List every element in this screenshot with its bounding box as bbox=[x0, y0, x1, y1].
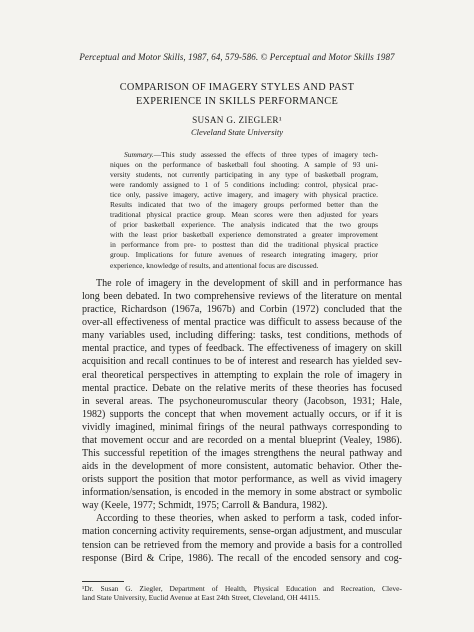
title-line-2: EXPERIENCE IN SKILLS PERFORMANCE bbox=[135, 95, 339, 107]
abstract-line: tice only, passive imagery, active imagery, and imagery with physical practice. bbox=[110, 190, 378, 200]
body-line: mental practice. Debate on the relative merits of these theories has focused bbox=[82, 382, 402, 394]
abstract-line: in performance from pre- to posttest than did the traditional physical practice bbox=[110, 240, 378, 250]
author-affiliation: Cleveland State University bbox=[190, 127, 284, 137]
abstract-line: traditional physical practice group. Mean scores were then adjusted for years bbox=[110, 210, 378, 220]
abstract-line: Results indicated that two of the imagery groups performed better than the bbox=[110, 200, 378, 210]
body-line: 1982) supports the concept that when movement actually occurs, or if it is bbox=[82, 408, 402, 420]
footnote bbox=[82, 584, 402, 602]
body-line: vividly imagined, minimal firings of the neural pathways corresponding to bbox=[82, 421, 402, 433]
footnote-divider bbox=[82, 581, 124, 582]
body-line: This successful repetition of the images strengthens the neural pathway and bbox=[82, 448, 402, 460]
abstract-line: experience, knowledge of results, and attentional focus are discussed. bbox=[110, 260, 319, 270]
footnote-line: ¹Dr. Susan G. Ziegler, Department of Health, Physical Education and Recreation, Cleve- bbox=[82, 584, 402, 593]
body-text bbox=[82, 277, 402, 565]
abstract-line: with the least prior basketball experience demonstrated a greater improvement bbox=[110, 230, 378, 240]
title-line-1: COMPARISON OF IMAGERY STYLES AND PAST bbox=[119, 82, 355, 93]
body-line: many variables used, including differing: tasks, test conditions, methods of bbox=[82, 330, 402, 342]
body-line: aids in the development of more consistent, automatic behavior. Other the- bbox=[82, 461, 402, 473]
author-name: SUSAN G. ZIEGLER¹ bbox=[192, 115, 282, 125]
body-line: mation concerning activity requirements, sense-organ adjustment, and muscular bbox=[82, 526, 402, 538]
body-line: tension can be retrieved from the memory and provide a basis for a controlled bbox=[82, 539, 402, 551]
footnote-line: land State University, Euclid Avenue at East 24th Street, Cleveland, OH 44115. bbox=[82, 593, 321, 603]
body-line: that movement occur and are recorded on a mental blueprint (Vealey, 1986). bbox=[82, 434, 402, 446]
abstract-label: Summary. bbox=[124, 150, 154, 159]
body-line: orists support the position that motor performance, as well as vivid imagery bbox=[82, 474, 402, 486]
body-line: response (Bird & Cripe, 1986). The recall of the encoded sensory and cog- bbox=[82, 552, 402, 564]
body-line: eral theoretical perspectives in attempting to explain the role of imagery in bbox=[82, 369, 402, 381]
body-line: According to these theories, when asked to perform a task, coded infor- bbox=[96, 513, 402, 525]
body-line: mental practice, and types of feedback. The effectiveness of imagery on skill bbox=[82, 343, 402, 355]
abstract-line: of prior basketball experience. The analysis indicated that the two groups bbox=[110, 220, 378, 230]
abstract-line: group. Implications for future avenues of research integrating imagery, prior bbox=[110, 250, 378, 260]
body-line: long been debated. In two comprehensive reviews of the literature on mental bbox=[82, 291, 402, 303]
body-line: practice, Richardson (1967a, 1967b) and Corbin (1972) concluded that the bbox=[82, 304, 402, 316]
abstract-line: Summary.—This study assessed the effects of three types of imagery tech- bbox=[124, 150, 378, 159]
article-title bbox=[0, 81, 474, 108]
abstract-line: versity students, not currently participating in any type of basketball program, bbox=[110, 170, 378, 180]
body-line: way (Keele, 1977; Schmidt, 1975; Carroll & Bandura, 1982). bbox=[82, 500, 328, 512]
abstract-line: were randomly assigned to 1 of 5 conditions including: control, physical prac- bbox=[110, 180, 378, 190]
body-line: information/sensation, is encoded in the memory in some abstract or symbolic bbox=[82, 487, 402, 499]
abstract bbox=[110, 150, 378, 271]
body-line: acquisition and recall continues to be of interest and research has yielded sev- bbox=[82, 356, 402, 368]
body-line: over-all effectiveness of mental practice was difficult to assess because of the bbox=[82, 317, 402, 329]
journal-citation: Perceptual and Motor Skills, 1987, 64, 579-586. © Perceptual and Motor Skills 1987 bbox=[79, 52, 395, 62]
abstract-line: niques on the performance of basketball foul shooting. A sample of 93 uni- bbox=[110, 160, 378, 170]
body-line: The role of imagery in the development of skill and in performance has bbox=[96, 278, 402, 289]
body-line: in several areas. The psychoneuromuscular theory (Jacobson, 1931; Hale, bbox=[82, 395, 402, 407]
